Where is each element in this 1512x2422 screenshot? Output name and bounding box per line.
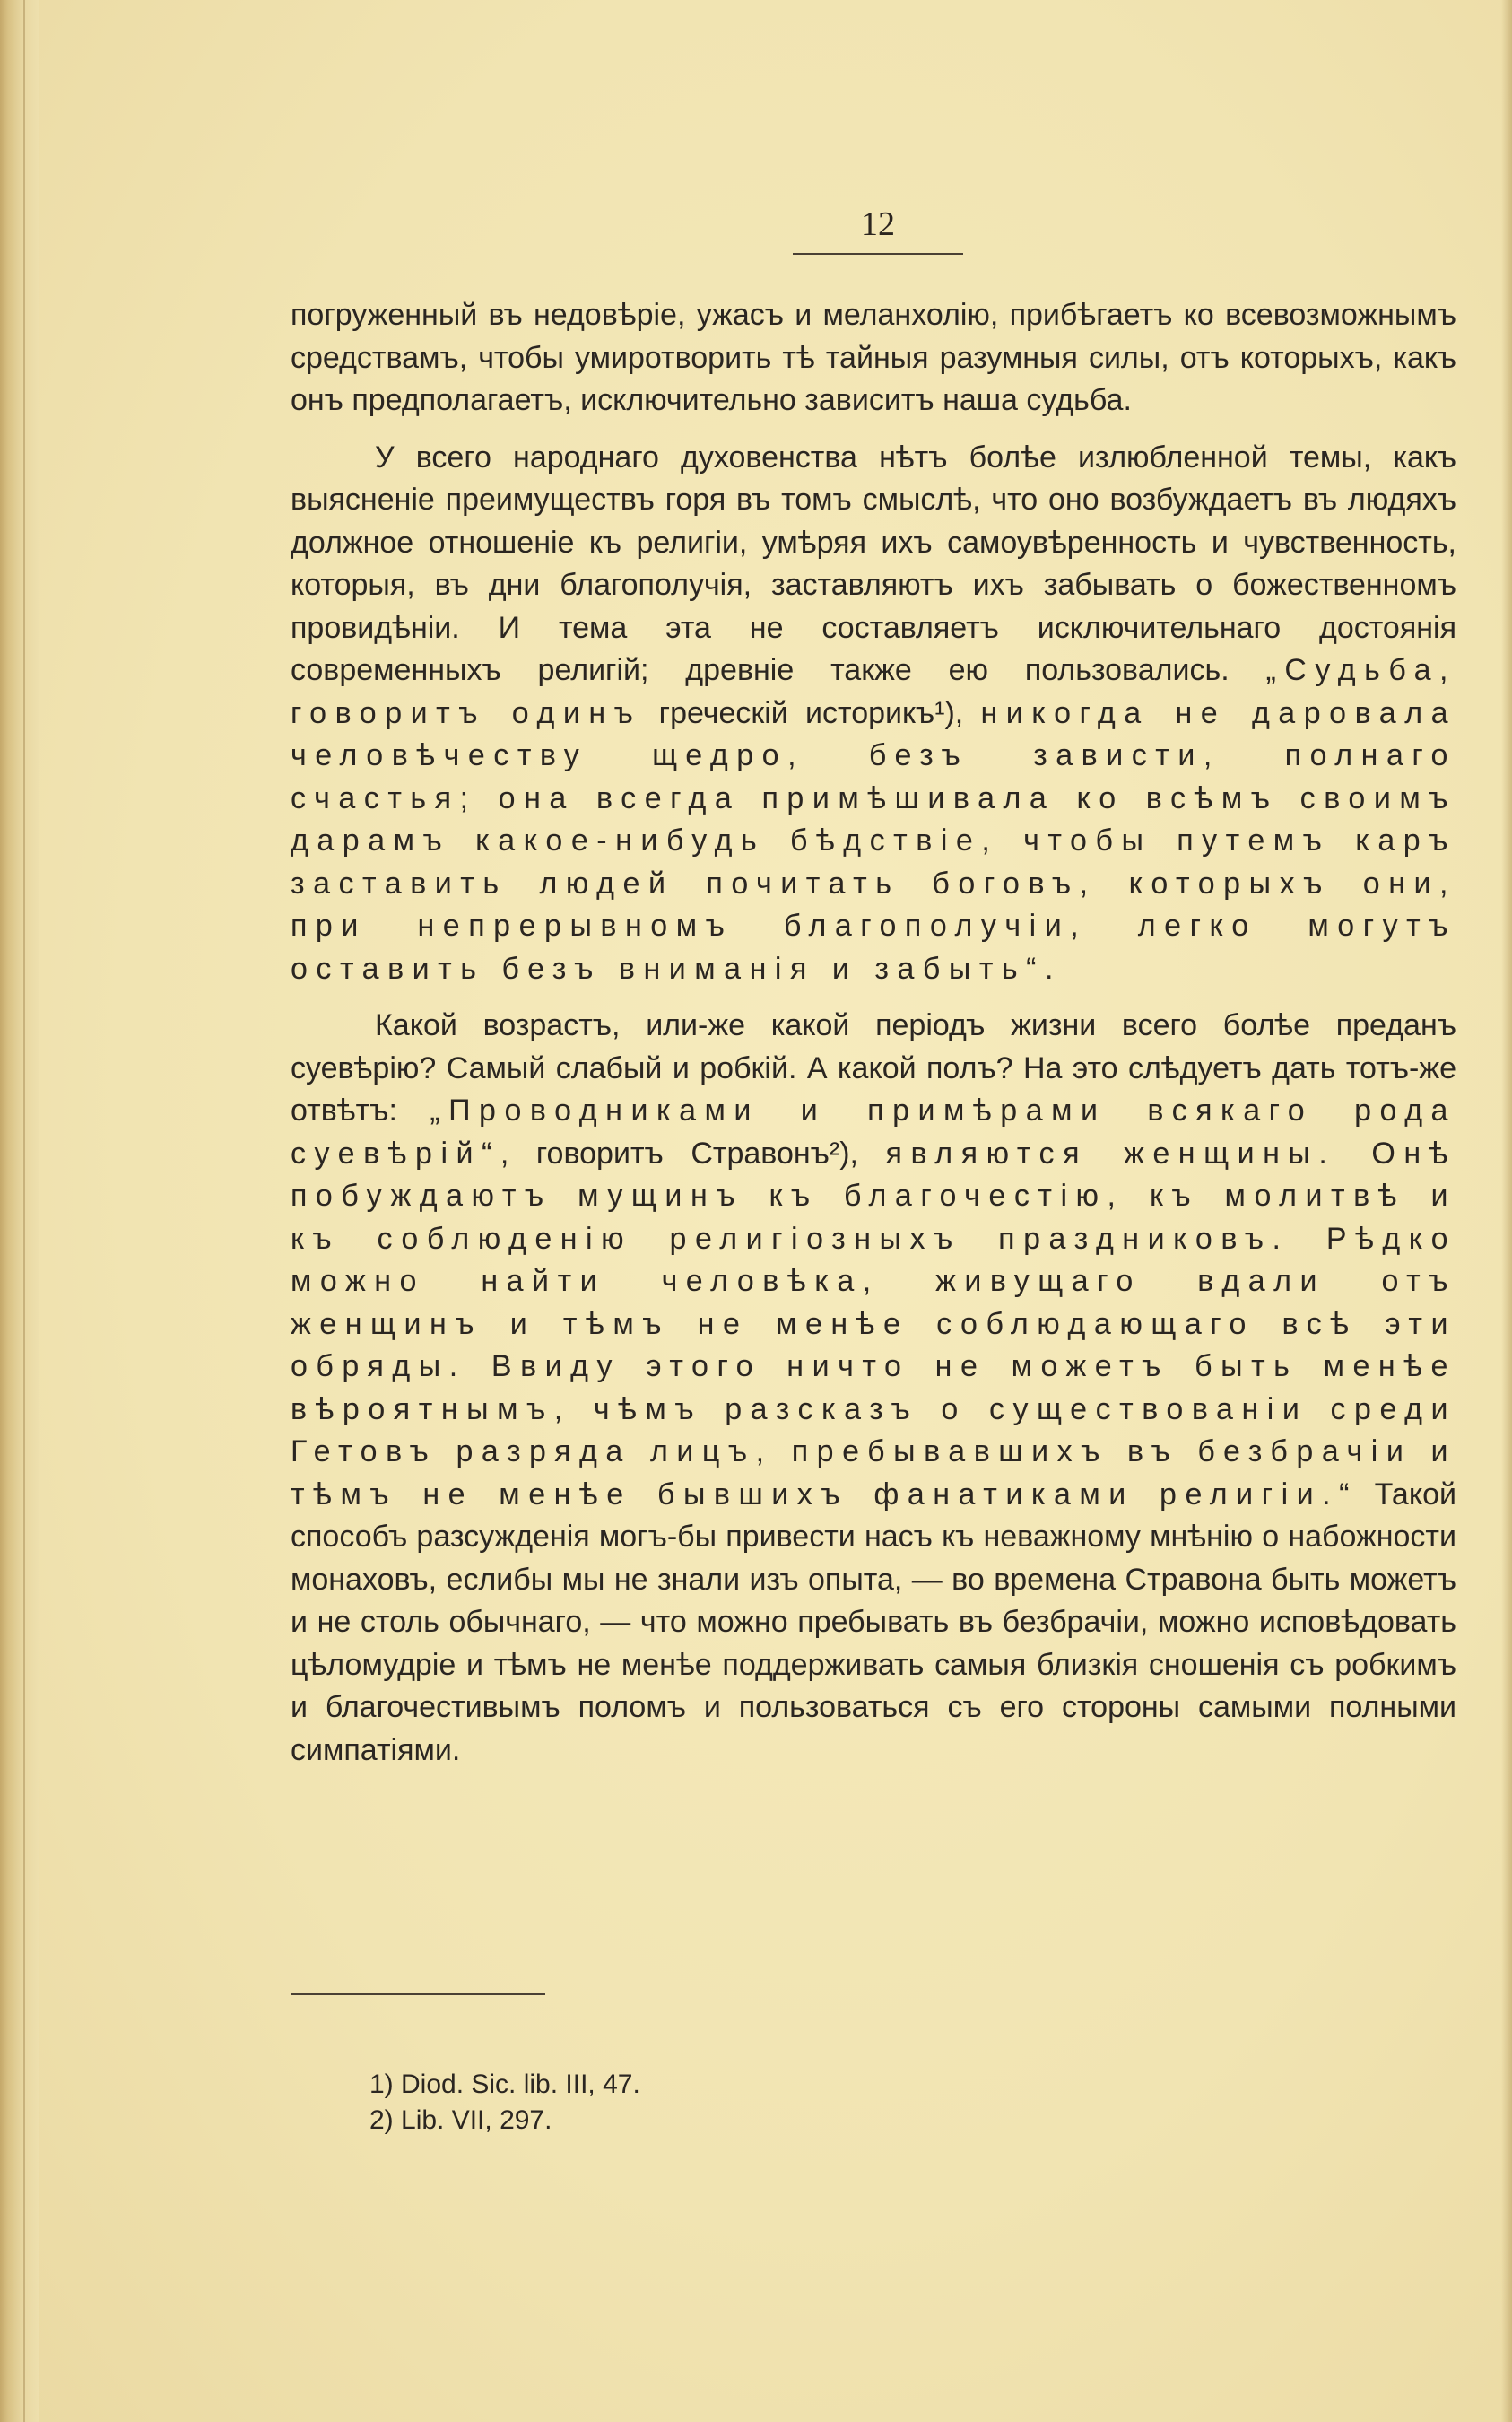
page-binding-edge xyxy=(0,0,39,2422)
paragraph-2-text: У всего народнаго духовенства нѣтъ болѣе излюбленной темы, какъ выясненіе преимуществъ горя въ томъ смыслѣ, что оно возбуждаетъ въ людяхъ должное отношеніе къ религіи, умѣряя ихъ самоувѣренность и чувственность, которыя, въ дни благополучія, заставляютъ ихъ забывать о божественномъ провидѣніи. И тема эта не составляетъ исключительнаго достоянія современныхъ религій; древніе также ею пользовались. xyxy=(291,440,1456,687)
paragraph-2-quote-start: „Судьба, говоритъ одинъ xyxy=(291,653,1456,730)
paragraph-3-text: Какой возрастъ, или-же какой періодъ жизни всего болѣе преданъ суевѣрію? Самый слабый и робкій. А какой полъ? На это слѣдуетъ дать тотъ-же отвѣтъ: xyxy=(291,1008,1456,1128)
footnote-1: 1) Diod. Sic. lib. III, 47. xyxy=(369,2069,640,2099)
paragraph-2 xyxy=(291,437,1456,991)
paragraph-2-quote: никогда не даровала человѣчеству щедро, безъ зависти, полнаго счастья; она всегда примѣшивала ко всѣмъ своимъ дарамъ какое-нибудь бѣдствіе, чтобы путемъ каръ заставить людей почитать боговъ, которыхъ они, при непрерывномъ благополучіи, легко могутъ оставить безъ вниманія и забыть“. xyxy=(291,695,1457,986)
body-text xyxy=(291,294,1456,1772)
paragraph-2-historian-ref: греческій историкъ¹), xyxy=(641,695,981,730)
binding-crease xyxy=(23,0,25,2422)
page-right-edge xyxy=(1501,0,1512,2422)
paragraph-1 xyxy=(291,294,1456,423)
paragraph-3-text-end: Такой способъ разсужденія могъ-бы привести насъ къ неважному мнѣнію о набожности монаховъ, еслибы мы не знали изъ опыта, — во времена Стравона быть можетъ и не столь обычнаго, — что можно пребывать въ безбрачіи, можно исповѣдовать цѣломудріе и тѣмъ не менѣе поддерживать самыя близкія сношенія съ робкимъ и благочестивымъ поломъ и пользоваться съ его стороны самыми полными симпатіями. xyxy=(291,1477,1456,1767)
footnote-rule xyxy=(291,1993,545,1995)
paragraph-3-quote-start: „Проводниками и примѣрами всякаго рода суевѣрій“ xyxy=(291,1093,1456,1171)
page-number: 12 xyxy=(861,205,895,243)
footnote-2: 2) Lib. VII, 297. xyxy=(369,2105,552,2135)
paragraph-3-quote: являются женщины. Онѣ побуждаютъ мущинъ къ благочестію, къ молитвѣ и къ соблюденію религіозныхъ праздниковъ. Рѣдко можно найти человѣка, живущаго вдали отъ женщинъ и тѣмъ не менѣе соблюдающаго всѣ эти обряды. Ввиду этого ничто не можетъ быть менѣе вѣроятнымъ, чѣмъ разсказъ о существованіи среди Гетовъ разряда лицъ, пребывавшихъ въ безбрачіи и тѣмъ не менѣе бывшихъ фанатиками религіи.“ xyxy=(291,1136,1456,1512)
paragraph-1-text: погруженный въ недовѣріе, ужасъ и меланхолію, прибѣгаетъ ко всевозможнымъ средствамъ, чтобы умиротворить тѣ тайныя разумныя силы, отъ которыхъ, какъ онъ предполагаетъ, исключительно зависитъ наша судьба. xyxy=(291,298,1456,417)
footnotes xyxy=(369,2067,640,2139)
paragraph-3-strabo-ref: , говоритъ Стравонъ²), xyxy=(500,1136,886,1171)
paragraph-3 xyxy=(291,1005,1456,1772)
page-number-rule xyxy=(793,253,963,255)
